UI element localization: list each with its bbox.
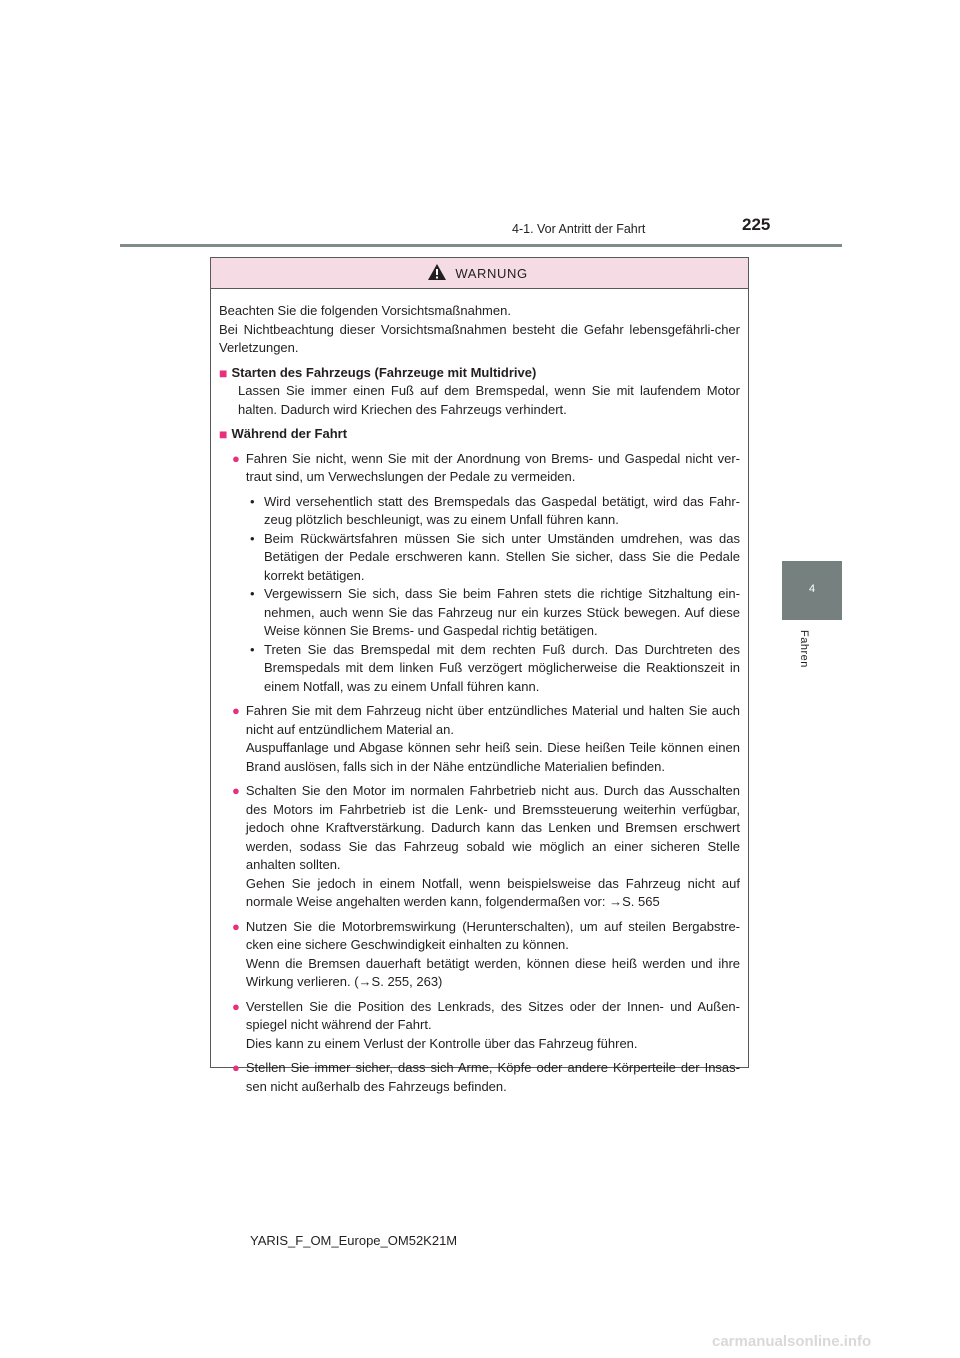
list-item-text: Schalten Sie den Motor im normalen Fahrbetrieb nicht aus. Durch das Ausschalten des Motors im Fahrbetrieb ist die Lenk- und Bremssteuerung weiterhin verfügbar, jedoch ohne Kraftverstärkung. Dadurch kann das Lenken und Bremsen erschwert werden, sodass Sie das Fahrzeug sobald wie möglich an einer sicheren Stelle anhalten sollten. Gehen Sie jedoch in einem Notfall, wenn beispielsweise das Fahrzeug nicht auf normale Weise angehalten werden kann, folgendermaßen vor: →S. 565 (245, 783, 740, 909)
warning-body (211, 289, 748, 1096)
list-item-text: Stellen Sie immer sicher, dass sich Arme, Köpfe oder andere Körperteile der Insas-sen nicht außerhalb des Fahrzeugs befinden. (245, 1060, 740, 1094)
sub-bullet: • Wird versehentlich statt des Bremspedals das Gaspedal betätigt, wird das Fahr-zeug plötzlich beschleunigt, was zu einem Unfall führen kann. (250, 493, 740, 530)
sub-bullet-text: Vergewissern Sie sich, dass Sie beim Fahren stets die richtige Sitzhaltung ein-nehmen, auch wenn Sie das Fahrzeug nur ein kurzes Stück bewegen. Auf diese Weise können Sie Brems- und Gaspedal richtig betätigen. (264, 586, 740, 638)
sub-bullet: • Vergewissern Sie sich, dass Sie beim Fahren stets die richtige Sitzhaltung ein-nehmen, auch wenn Sie das Fahrzeug nur ein kurzes Stück bewegen. Auf diese Weise können Sie Brems- und Gaspedal richtig betätigen. (250, 585, 740, 641)
list-item (219, 450, 740, 487)
list-item-text: Verstellen Sie die Position des Lenkrads, des Sitzes oder der Innen- und Außen-spiegel nicht während der Fahrt. Dies kann zu einem Verlust der Kontrolle über das Fahrzeug führen. (245, 998, 740, 1051)
list-item (219, 918, 740, 992)
sub-bullet: • Treten Sie das Bremspedal mit dem rechten Fuß durch. Das Durchtreten des Bremspedals mit dem linken Fuß verzögert möglicherweise die Reaktionszeit in einem Notfall, was zu einem Unfall führen kann. (250, 641, 740, 697)
warning-intro (219, 302, 740, 358)
list-item (219, 702, 740, 776)
warning-intro-text: Beachten Sie die folgenden Vorsichtsmaßnahmen. Bei Nichtbeachtung dieser Vorsichtsmaßnahmen besteht die Gefahr lebensgefährli-cher Verletzungen. (219, 303, 740, 355)
section-heading (219, 425, 740, 444)
section-heading-text: Starten des Fahrzeugs (Fahrzeuge mit Multidrive) (231, 364, 537, 380)
list-item-text: Nutzen Sie die Motorbremswirkung (Herunterschalten), um auf steilen Bergabstre-cken eine sichere Geschwindigkeit einhalten zu können. Wenn die Bremsen dauerhaft betätigt werden, können diese heiß werden und ihre Wirkung verlieren. (→S. 255, 263) (245, 918, 740, 989)
chapter-tab[interactable] (782, 561, 842, 620)
list-item (219, 782, 740, 912)
circle-bullet-icon: ● (232, 450, 240, 466)
document-id: YARIS_F_OM_Europe_OM52K21M (250, 1233, 458, 1248)
list-item-text: Fahren Sie mit dem Fahrzeug nicht über entzündliches Material und halten Sie auch nicht auf entzündlichem Material an. Auspuffanlage und Abgase können sehr heiß sein. Diese heißen Teile können einen Brand auslösen, falls sich in der Nähe entzündliche Materialien befinden. (245, 703, 740, 774)
warning-triangle-icon (427, 263, 447, 284)
page-number: 225 (742, 215, 771, 234)
watermark: carmanualsonline.info (712, 1333, 872, 1350)
square-bullet-icon: ■ (219, 364, 228, 381)
sub-bullet-list (219, 493, 740, 697)
square-bullet-icon: ■ (219, 426, 228, 442)
sub-bullet-text: Wird versehentlich statt des Bremspedals das Gaspedal betätigt, wird das Fahr-zeug plötzlich beschleunigt, was zu einem Unfall führen kann. (264, 493, 740, 527)
circle-bullet-icon: ● (232, 998, 240, 1014)
sub-bullet: • Beim Rückwärtsfahren müssen Sie sich unter Umständen umdrehen, was das Betätigen der Pedale erschweren kann. Stellen Sie sicher, dass Sie die Pedale korrekt betätigen. (250, 530, 740, 586)
sub-bullet-text: Beim Rückwärtsfahren müssen Sie sich unter Umständen umdrehen, was das Betätigen der Pedale erschweren kann. Stellen Sie sicher, dass Sie die Pedale korrekt betätigen. (264, 530, 740, 583)
circle-bullet-icon: ● (232, 1060, 240, 1075)
circle-bullet-icon: ● (232, 918, 240, 934)
section-text: Lassen Sie immer einen Fuß auf dem Bremspedal, wenn Sie mit laufendem Motor halten. Dadurch wird Kriechen des Fahrzeugs verhindert. (238, 383, 740, 417)
chapter-label: Fahren (798, 630, 810, 668)
list-item (219, 998, 740, 1054)
warning-box (210, 257, 749, 1094)
circle-bullet-icon: ● (232, 783, 240, 798)
warning-header (211, 258, 748, 289)
warning-title: WARNUNG (455, 265, 528, 281)
sub-bullet-text: Treten Sie das Bremspedal mit dem rechten Fuß durch. Das Durchtreten des Bremspedals mit dem linken Fuß verzögert möglicherweise die Reaktionszeit in einem Notfall, was zu einem Unfall führen kann. (264, 641, 740, 694)
list-item-text: Fahren Sie nicht, wenn Sie mit der Anordnung von Brems- und Gaspedal nicht ver-traut sind, um Verwechslungen der Pedale zu vermeiden. (245, 450, 740, 484)
section-title: 4-1. Vor Antritt der Fahrt (512, 222, 646, 236)
list-item (219, 1059, 740, 1096)
section-heading (219, 364, 740, 383)
chapter-tab-number: 4 (808, 583, 816, 595)
circle-bullet-icon: ● (232, 703, 240, 718)
section-heading-text: Während der Fahrt (231, 426, 348, 441)
header-rule (120, 244, 842, 247)
